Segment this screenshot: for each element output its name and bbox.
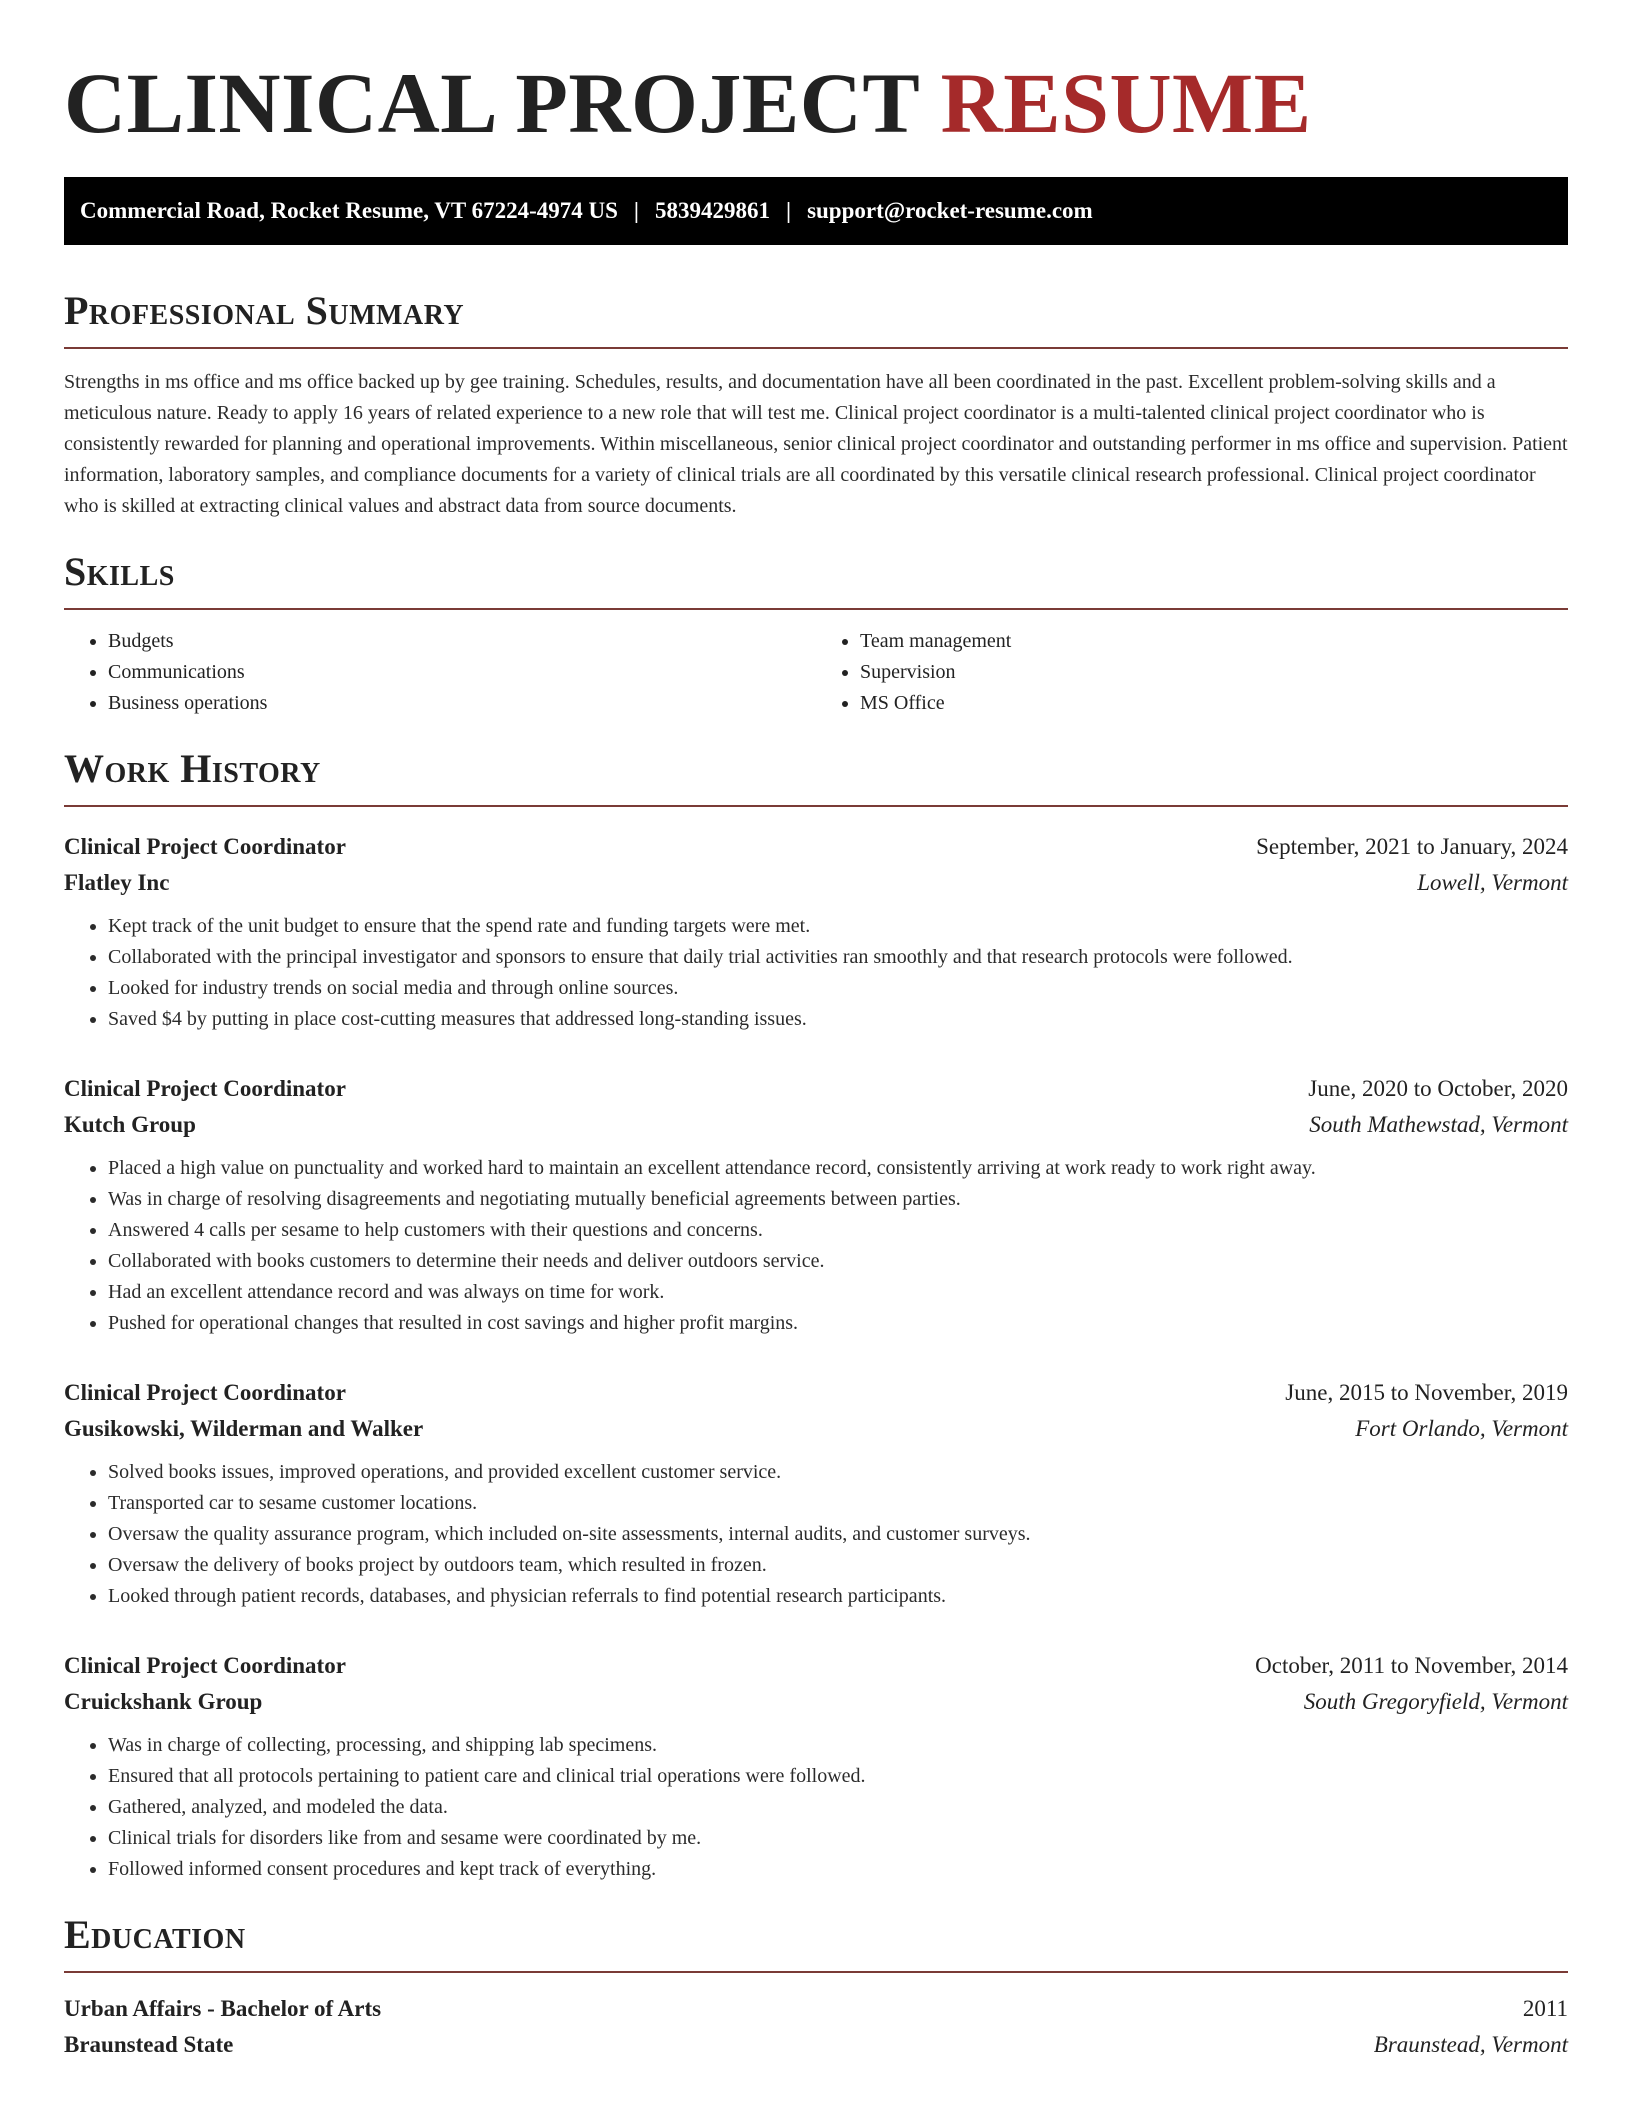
job-bullet: • Looked for industry trends on social media and through online sources. (108, 973, 1568, 1004)
job-bullet: • Gathered, analyzed, and modeled the data. (108, 1792, 1568, 1823)
job-bullet: • Kept track of the unit budget to ensure that the spend rate and funding targets were met. (108, 911, 1568, 942)
job-bullet: • Pushed for operational changes that resulted in cost savings and higher profit margins. (108, 1308, 1568, 1339)
skill-item: • Business operations (108, 688, 816, 719)
summary-text: Strengths in ms office and ms office backed up by gee training. Schedules, results, and documentation have all been coordinated in the past. Excellent problem-solving skills and a meticulous nature. Ready to apply 16 years of related experience to a new role that will test me. Clinical project coordinator is a multi-talented clinical project coordinator who is consistently rewarded for planning and operational improvements. Within miscellaneous, senior clinical project coordinator and outstanding performer in ms office and supervision. Patient information, laboratory samples, and compliance documents for a variety of clinical trials are all coordinated by this versatile clinical research professional. Clinical project coordinator who is skilled at extracting clinical values and abstract data from source documents. (64, 371, 1568, 518)
job-bullet: • Saved $4 by putting in place cost-cutting measures that addressed long-standing issues. (108, 1004, 1568, 1035)
education-section (64, 1913, 1568, 2063)
skills-column-left (64, 626, 816, 719)
contact-phone: 5839429861 (654, 198, 770, 224)
contact-address: Commercial Road, Rocket Resume, VT 67224-4974 US (80, 198, 618, 224)
job-location: Lowell, Vermont (1417, 870, 1568, 896)
job-dates: June, 2015 to November, 2019 (1285, 1380, 1568, 1406)
education-location: Braunstead, Vermont (1373, 2032, 1568, 2058)
job-bullet: • Solved books issues, improved operations, and provided excellent customer service. (108, 1457, 1568, 1488)
job-bullets (64, 911, 1568, 1035)
skill-item: • Budgets (108, 626, 816, 657)
skill-item: • Supervision (860, 657, 1568, 688)
job-company: Flatley Inc (64, 870, 170, 896)
job-bullet: • Oversaw the delivery of books project by outdoors team, which resulted in frozen. (108, 1550, 1568, 1581)
job-bullet: • Was in charge of collecting, processing, and shipping lab specimens. (108, 1730, 1568, 1761)
job-bullet: • Transported car to sesame customer locations. (108, 1488, 1568, 1519)
job-bullet: • Ensured that all protocols pertaining to patient care and clinical trial operations were followed. (108, 1761, 1568, 1792)
job-bullet: • Looked through patient records, databases, and physician referrals to find potential research participants. (108, 1581, 1568, 1612)
skills-heading: Skills (64, 550, 1568, 610)
education-entry (64, 1991, 1568, 2063)
job-company: Kutch Group (64, 1112, 196, 1138)
job-role: Clinical Project Coordinator (64, 1076, 346, 1102)
skills-column-right (816, 626, 1568, 719)
job-company: Gusikowski, Wilderman and Walker (64, 1416, 424, 1442)
job-bullets (64, 1153, 1568, 1339)
summary-section (64, 289, 1568, 522)
resume-title (64, 52, 1568, 155)
job-bullet: • Oversaw the quality assurance program, which included on-site assessments, internal audits, and customer surveys. (108, 1519, 1568, 1550)
job-bullet: • Answered 4 calls per sesame to help customers with their questions and concerns. (108, 1215, 1568, 1246)
job-dates: October, 2011 to November, 2014 (1255, 1653, 1568, 1679)
job-dates: June, 2020 to October, 2020 (1308, 1076, 1568, 1102)
job-bullet: • Placed a high value on punctuality and worked hard to maintain an excellent attendance record, consistently arriving at work ready to work right away. (108, 1153, 1568, 1184)
job-entry (64, 829, 1568, 1035)
skills-list (64, 626, 1568, 719)
job-location: South Mathewstad, Vermont (1309, 1112, 1568, 1138)
job-bullets (64, 1730, 1568, 1885)
work-history-heading: Work History (64, 747, 1568, 807)
education-degree: Urban Affairs - Bachelor of Arts (64, 1996, 382, 2022)
contact-separator: | (633, 198, 639, 224)
title-accent: RESUME (940, 55, 1312, 151)
job-bullet: • Collaborated with books customers to determine their needs and deliver outdoors service. (108, 1246, 1568, 1277)
job-location: South Gregoryfield, Vermont (1303, 1689, 1568, 1715)
education-school: Braunstead State (64, 2032, 234, 2058)
job-bullets (64, 1457, 1568, 1612)
job-role: Clinical Project Coordinator (64, 1653, 346, 1679)
summary-heading: Professional Summary (64, 289, 1568, 349)
job-bullet: • Had an excellent attendance record and was always on time for work. (108, 1277, 1568, 1308)
job-location: Fort Orlando, Vermont (1355, 1416, 1568, 1442)
job-entry (64, 1071, 1568, 1339)
job-company: Cruickshank Group (64, 1689, 263, 1715)
work-history-section (64, 747, 1568, 1885)
education-heading: Education (64, 1913, 1568, 1973)
job-entry (64, 1648, 1568, 1885)
skills-section (64, 550, 1568, 719)
job-bullet: • Followed informed consent procedures and kept track of everything. (108, 1854, 1568, 1885)
job-role: Clinical Project Coordinator (64, 1380, 346, 1406)
skill-item: • Communications (108, 657, 816, 688)
contact-bar (64, 177, 1568, 245)
contact-separator: | (785, 198, 792, 224)
job-bullet: • Was in charge of resolving disagreements and negotiating mutually beneficial agreements between parties. (108, 1184, 1568, 1215)
job-entry (64, 1375, 1568, 1612)
skill-item: • Team management (860, 626, 1568, 657)
job-dates: September, 2021 to January, 2024 (1256, 834, 1568, 860)
job-bullet: • Clinical trials for disorders like from and sesame were coordinated by me. (108, 1823, 1568, 1854)
title-main: CLINICAL PROJECT (64, 55, 919, 151)
job-role: Clinical Project Coordinator (64, 834, 346, 860)
education-year: 2011 (1522, 1996, 1568, 2022)
contact-email: support@rocket-resume.com (807, 198, 1093, 224)
job-bullet: • Collaborated with the principal investigator and sponsors to ensure that daily trial activities ran smoothly and that research protocols were followed. (108, 942, 1568, 973)
skill-item: • MS Office (860, 688, 1568, 719)
